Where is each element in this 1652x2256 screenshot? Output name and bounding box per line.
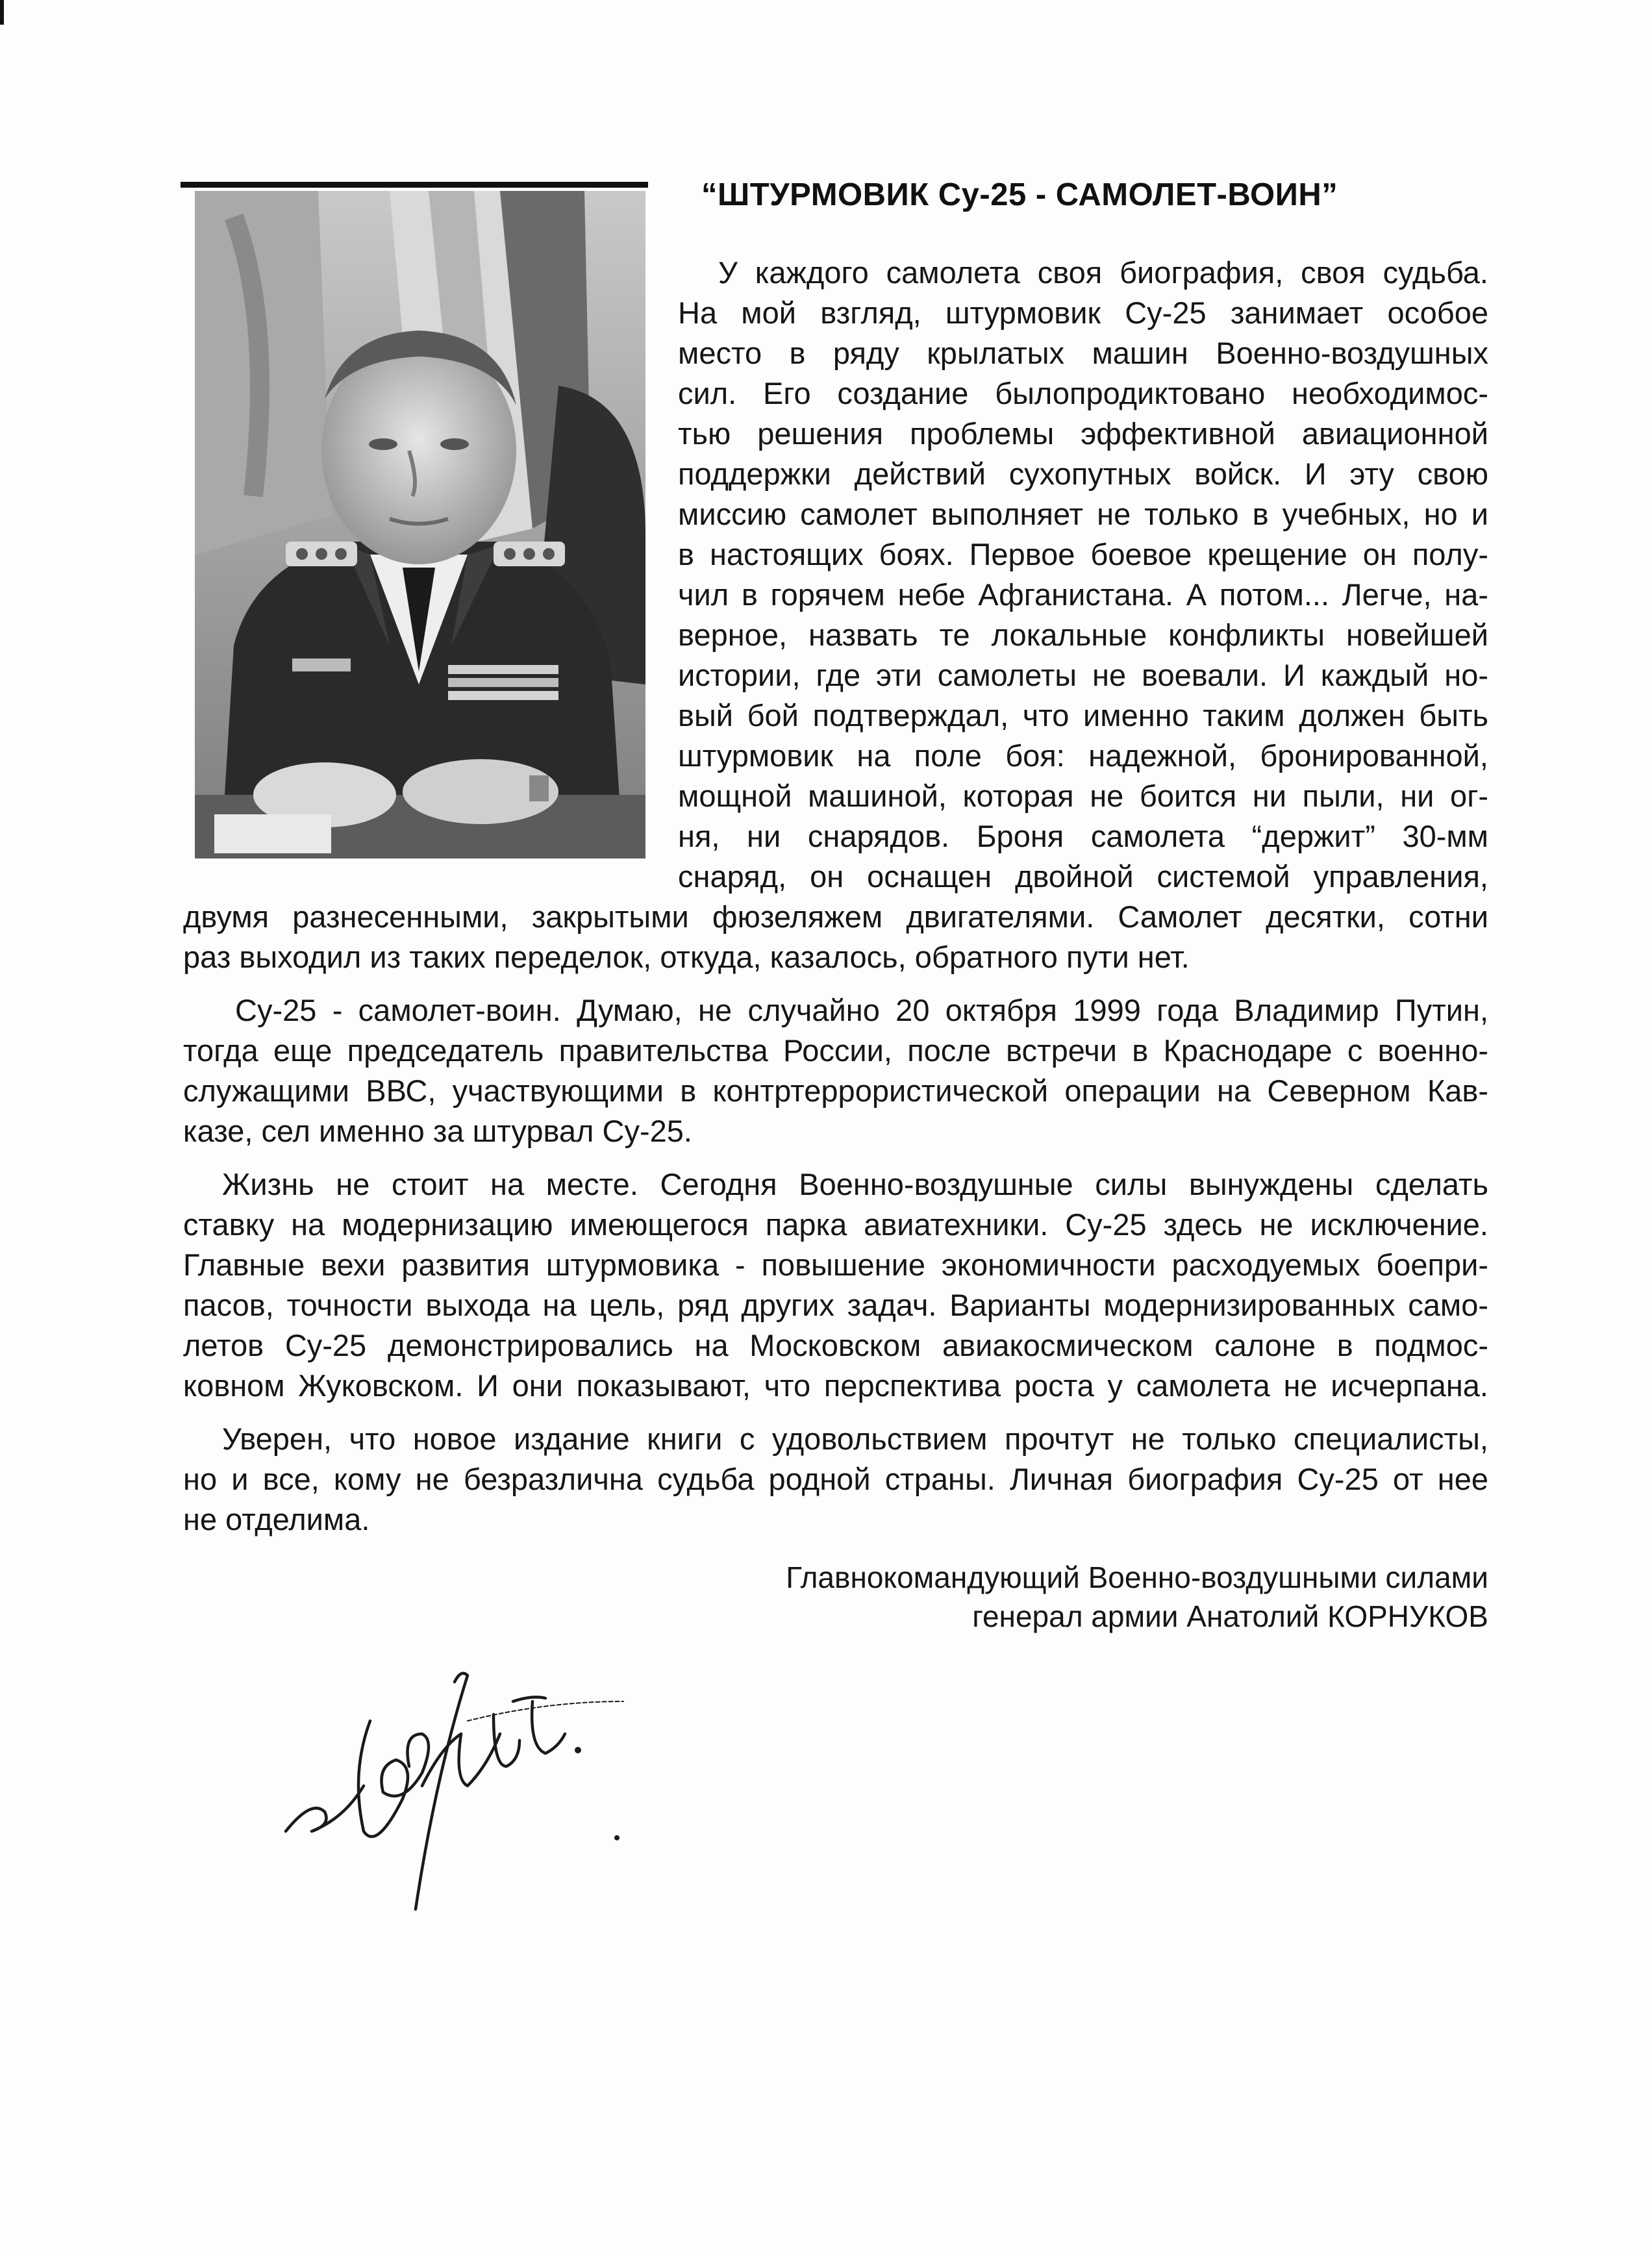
text-line: Уверен, что новое издание книги с удовольствием прочтут не только специалисты, bbox=[222, 1422, 1488, 1456]
text-line: Главные вехи развития штурмовика - повышение экономичности расходуемых боепри- bbox=[183, 1247, 1488, 1282]
text-line: летов Су-25 демонстрировались на Московском авиакосмическом салоне в подмос- bbox=[183, 1328, 1488, 1362]
text-line: тогда еще председатель правительства России, после встречи в Краснодаре с военно- bbox=[183, 1033, 1488, 1068]
text-line: истории, где эти самолеты не воевали. И каждый но- bbox=[678, 658, 1488, 692]
text-line: верное, назвать те локальные конфликты новейшей bbox=[678, 618, 1488, 652]
text-line: пасов, точности выхода на цель, ряд других задач. Варианты модернизированных само- bbox=[183, 1288, 1488, 1322]
text-line: мощной машиной, которая не боится ни пыли, ни ог- bbox=[678, 779, 1488, 813]
text-line: двумя разнесенными, закрытыми фюзеляжем двигателями. Самолет десятки, сотни bbox=[183, 899, 1488, 934]
handwritten-signature bbox=[273, 1636, 675, 1948]
text-line: миссию самолет выполняет не только в учебных, но и bbox=[678, 497, 1488, 531]
text-line: ня, ни снарядов. Броня самолета “держит” 30-мм bbox=[678, 819, 1488, 853]
text-line: раз выходил из таких переделок, откуда, казалось, обратного пути нет. bbox=[183, 940, 1190, 974]
text-line: ставку на модернизацию имеющегося парка авиатехники. Су-25 здесь не исключение. bbox=[183, 1207, 1488, 1242]
text-line: казе, сел именно за штурвал Су-25. bbox=[183, 1114, 692, 1148]
text-line: тью решения проблемы эффективной авиационной bbox=[678, 416, 1488, 451]
article-title: “ШТУРМОВИК Су-25 - САМОЛЕТ-ВОИН” bbox=[701, 177, 1338, 212]
text-line: ковном Жуковском. И они показывают, что перспектива роста у самолета не исчерпана. bbox=[183, 1368, 1488, 1403]
signatory-position: Главнокомандующий Военно-воздушными силами bbox=[786, 1560, 1488, 1594]
text-line: чил в горячем небе Афганистана. А потом... Легче, на- bbox=[678, 577, 1488, 612]
text-line: На мой взгляд, штурмовик Су-25 занимает особое bbox=[678, 295, 1488, 330]
text-line: У каждого самолета своя биография, своя судьба. bbox=[718, 255, 1488, 290]
text-line: штурмовик на поле боя: надежной, бронированной, bbox=[678, 738, 1488, 773]
text-line: Жизнь не стоит на месте. Сегодня Военно-воздушные силы вынуждены сделать bbox=[222, 1167, 1488, 1201]
text-line: снаряд, он оснащен двойной системой управления, bbox=[678, 859, 1488, 894]
text-line: в настоящих боях. Первое боевое крещение он полу- bbox=[678, 537, 1488, 571]
text-line: не отделима. bbox=[183, 1502, 370, 1536]
text-line: место в ряду крылатых машин Военно-воздушных bbox=[678, 336, 1488, 370]
text-line: служащими ВВС, участвующими в контртеррористической операции на Северном Кав- bbox=[183, 1073, 1488, 1108]
text-line: но и все, кому не безразлична судьба родной страны. Личная биография Су-25 от нее bbox=[183, 1462, 1488, 1496]
signatory-name: генерал армии Анатолий КОРНУКОВ bbox=[972, 1599, 1488, 1633]
portrait-photo bbox=[195, 191, 645, 859]
scan-edge-mark bbox=[0, 0, 4, 25]
text-line: Су-25 - самолет-воин. Думаю, не случайно 20 октября 1999 года Владимир Путин, bbox=[235, 993, 1488, 1027]
text-line: поддержки действий сухопутных войск. И эту свою bbox=[678, 457, 1488, 491]
text-line: сил. Его создание былопродиктовано необходимос- bbox=[678, 376, 1488, 410]
text-line: вый бой подтверждал, что именно таким должен быть bbox=[678, 698, 1488, 733]
photo-top-rule bbox=[181, 182, 648, 188]
